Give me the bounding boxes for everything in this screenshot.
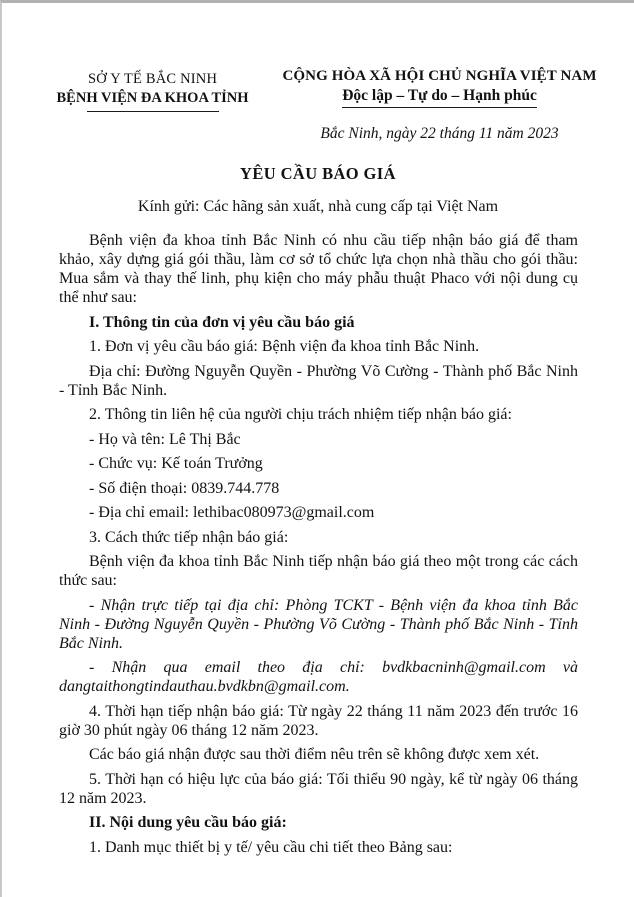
header-left-underline [87,111,219,112]
intro-paragraph: Bệnh viện đa khoa tỉnh Bắc Ninh có nhu cầu tiếp nhận báo giá để tham khảo, xây dựng giá gói thầu, làm cơ sở tổ chức lựa chọn nhà thầu cho gói thầu: Mua sắm và thay thế linh, phụ kiện cho máy phẫu thuật Phaco với nội dung cụ thể như sau: [59,232,578,306]
contact-name-line: - Họ và tên: Lê Thị Bắc [89,430,241,448]
reception-method-heading: 3. Cách thức tiếp nhận báo giá: [89,528,289,546]
address-line: Địa chỉ: Đường Nguyễn Quyền - Phường Võ Cường - Thành phố Bắc Ninh - Tỉnh Bắc Ninh. [59,362,578,399]
place-date-line: Bắc Ninh, ngày 22 tháng 11 năm 2023 [320,125,559,142]
equipment-list-line: 1. Danh mục thiết bị y tế/ yêu cầu chi tiết theo Bảng sau: [89,838,453,856]
national-header-block [273,67,606,143]
reception-email-line: - Nhận qua email theo địa chỉ: bvdkbacninh@gmail.com và dangtaithongtindauthau.bvdkbn@gmail.com. [59,659,578,695]
section-1-heading: I. Thông tin của đơn vị yêu cầu báo giá [89,313,355,331]
contact-phone-line: - Số điện thoại: 0839.744.778 [89,479,280,497]
deadline-line: 4. Thời hạn tiếp nhận báo giá: Từ ngày 22 tháng 11 năm 2023 đến trước 16 giờ 30 phút ngày 06 tháng 12 năm 2023. [59,702,578,739]
requesting-unit-line: 1. Đơn vị yêu cầu báo giá: Bệnh viện đa khoa tỉnh Bắc Ninh. [89,338,480,355]
document-header [2,3,634,143]
reception-method-intro: Bệnh viện đa khoa tỉnh Bắc Ninh tiếp nhận báo giá theo một trong các cách thức sau: [59,553,578,589]
hospital-name: BỆNH VIỆN ĐA KHOA TỈNH [56,90,249,106]
national-motto: Độc lập – Tự do – Hạnh phúc [342,86,537,108]
national-title: CỘNG HÒA XÃ HỘI CHỦ NGHĨA VIỆT NAM [282,68,597,84]
reception-direct-line: - Nhận trực tiếp tại địa chỉ: Phòng TCKT - Bệnh viện đa khoa tỉnh Bắc Ninh - Đường Nguyễn Quyền - Phường Võ Cường - Thành phố Bắc Ninh - Tỉnh Bắc Ninh. [59,596,578,652]
contact-email-line: - Địa chỉ email: lethibac080973@gmail.com [89,504,375,521]
issuing-agency-block [32,67,273,143]
late-quote-note: Các báo giá nhận được sau thời điểm nêu trên sẽ không được xem xét. [89,746,540,763]
section-2-heading: II. Nội dung yêu cầu báo giá: [89,814,287,831]
validity-line: 5. Thời hạn có hiệu lực của báo giá: Tối thiểu 90 ngày, kể từ ngày 06 tháng 12 năm 2023. [59,770,578,807]
contact-position-line: - Chức vụ: Kế toán Trưởng [89,455,263,472]
contact-info-heading: 2. Thông tin liên hệ của người chịu trách nhiệm tiếp nhận báo giá: [89,406,512,423]
salutation-line: Kính gửi: Các hãng sản xuất, nhà cung cấp tại Việt Nam [137,198,499,215]
document-title: YÊU CẦU BÁO GIÁ [240,164,396,183]
document-body [2,231,634,857]
parent-agency-name: SỞ Y TẾ BẮC NINH [87,71,218,87]
